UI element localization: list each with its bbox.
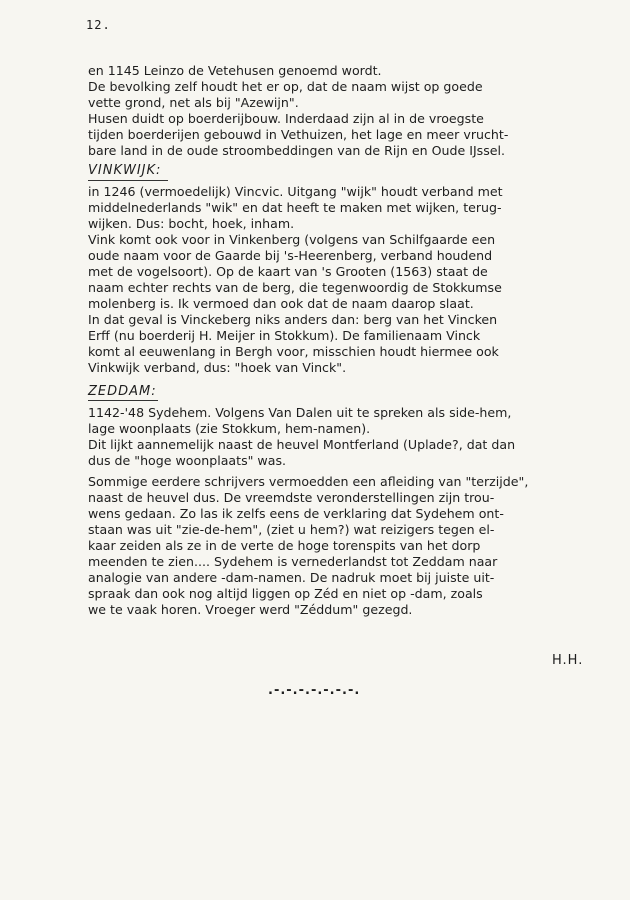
signature: H.H. xyxy=(552,653,584,668)
heading-underline xyxy=(88,400,158,401)
heading-underline xyxy=(88,180,168,181)
end-ornament: .-.-.-.-.-.-.-. xyxy=(268,683,361,698)
heading-vinkwijk: VINKWIJK: xyxy=(88,163,162,178)
paragraph-zeddam-1: 1142-'48 Sydehem. Volgens Van Dalen uit te spreken als side-hem, lage woonplaats (zie Stokkum, hem-namen). Dit lijkt aannemelijk naast de heuvel Montferland (Uplade?, dat dan dus de "hoge woonplaats" was. xyxy=(88,405,516,468)
paragraph-vinkwijk: in 1246 (vermoedelijk) Vincvic. Uitgang "wijk" houdt verband met middelnederlands "wik" en dat heeft te maken met wijken, terug- wijken. Dus: bocht, hoek, inham. Vink komt ook voor in Vinkenberg (volgens van Schilfgaarde een oude naam voor de Gaarde bij 's-Heerenberg, verband houdend met de vogelsoort). Op de kaart van 's Grooten (1563) staat de naam echter rechts van de berg, die tegenwoordig de Stokkumse molenberg is. Ik vermoed dan ook dat de naam daarop slaat. In dat geval is Vinckeberg niks anders dan: berg van het Vincken Erff (nu boerderij H. Meijer in Stokkum). De familienaam Vinck komt al eeuwenlang in Bergh voor, misschien houdt hiermee ook Vinkwijk verband, dus: "hoek van Vinck". xyxy=(88,184,503,375)
heading-zeddam: ZEDDAM: xyxy=(88,384,157,399)
paragraph-intro: en 1145 Leinzo de Vetehusen genoemd wordt. De bevolking zelf houdt het er op, dat de naam wijst op goede vette grond, net als bij "Azewijn". Husen duidt op boerderijbouw. Inderdaad zijn al in de vroegste tijden boerderijen gebouwd in Vethuizen, het lage en meer vrucht- bare land in de oude stroombeddingen van de Rijn en Oude IJssel. xyxy=(88,63,509,158)
page-number: 12. xyxy=(86,18,111,32)
paragraph-zeddam-2: Sommige eerdere schrijvers vermoedden een afleiding van "terzijde", naast de heuvel dus. De vreemdste veronderstellingen zijn trou- wens gedaan. Zo las ik zelfs eens de verklaring dat Sydehem ont- staan was uit "zie-de-hem", (ziet u hem?) wat reizigers tegen el- kaar zeiden als ze in de verte de hoge torenspits van het dorp meenden te zien.... Sydehem is vernederlandst tot Zeddam naar analogie van andere -dam-namen. De nadruk moet bij juiste uit- spraak dan ook nog altijd liggen op Zéd en niet op -dam, zoals we te vaak horen. Vroeger werd "Zéddum" gezegd. xyxy=(88,474,529,617)
